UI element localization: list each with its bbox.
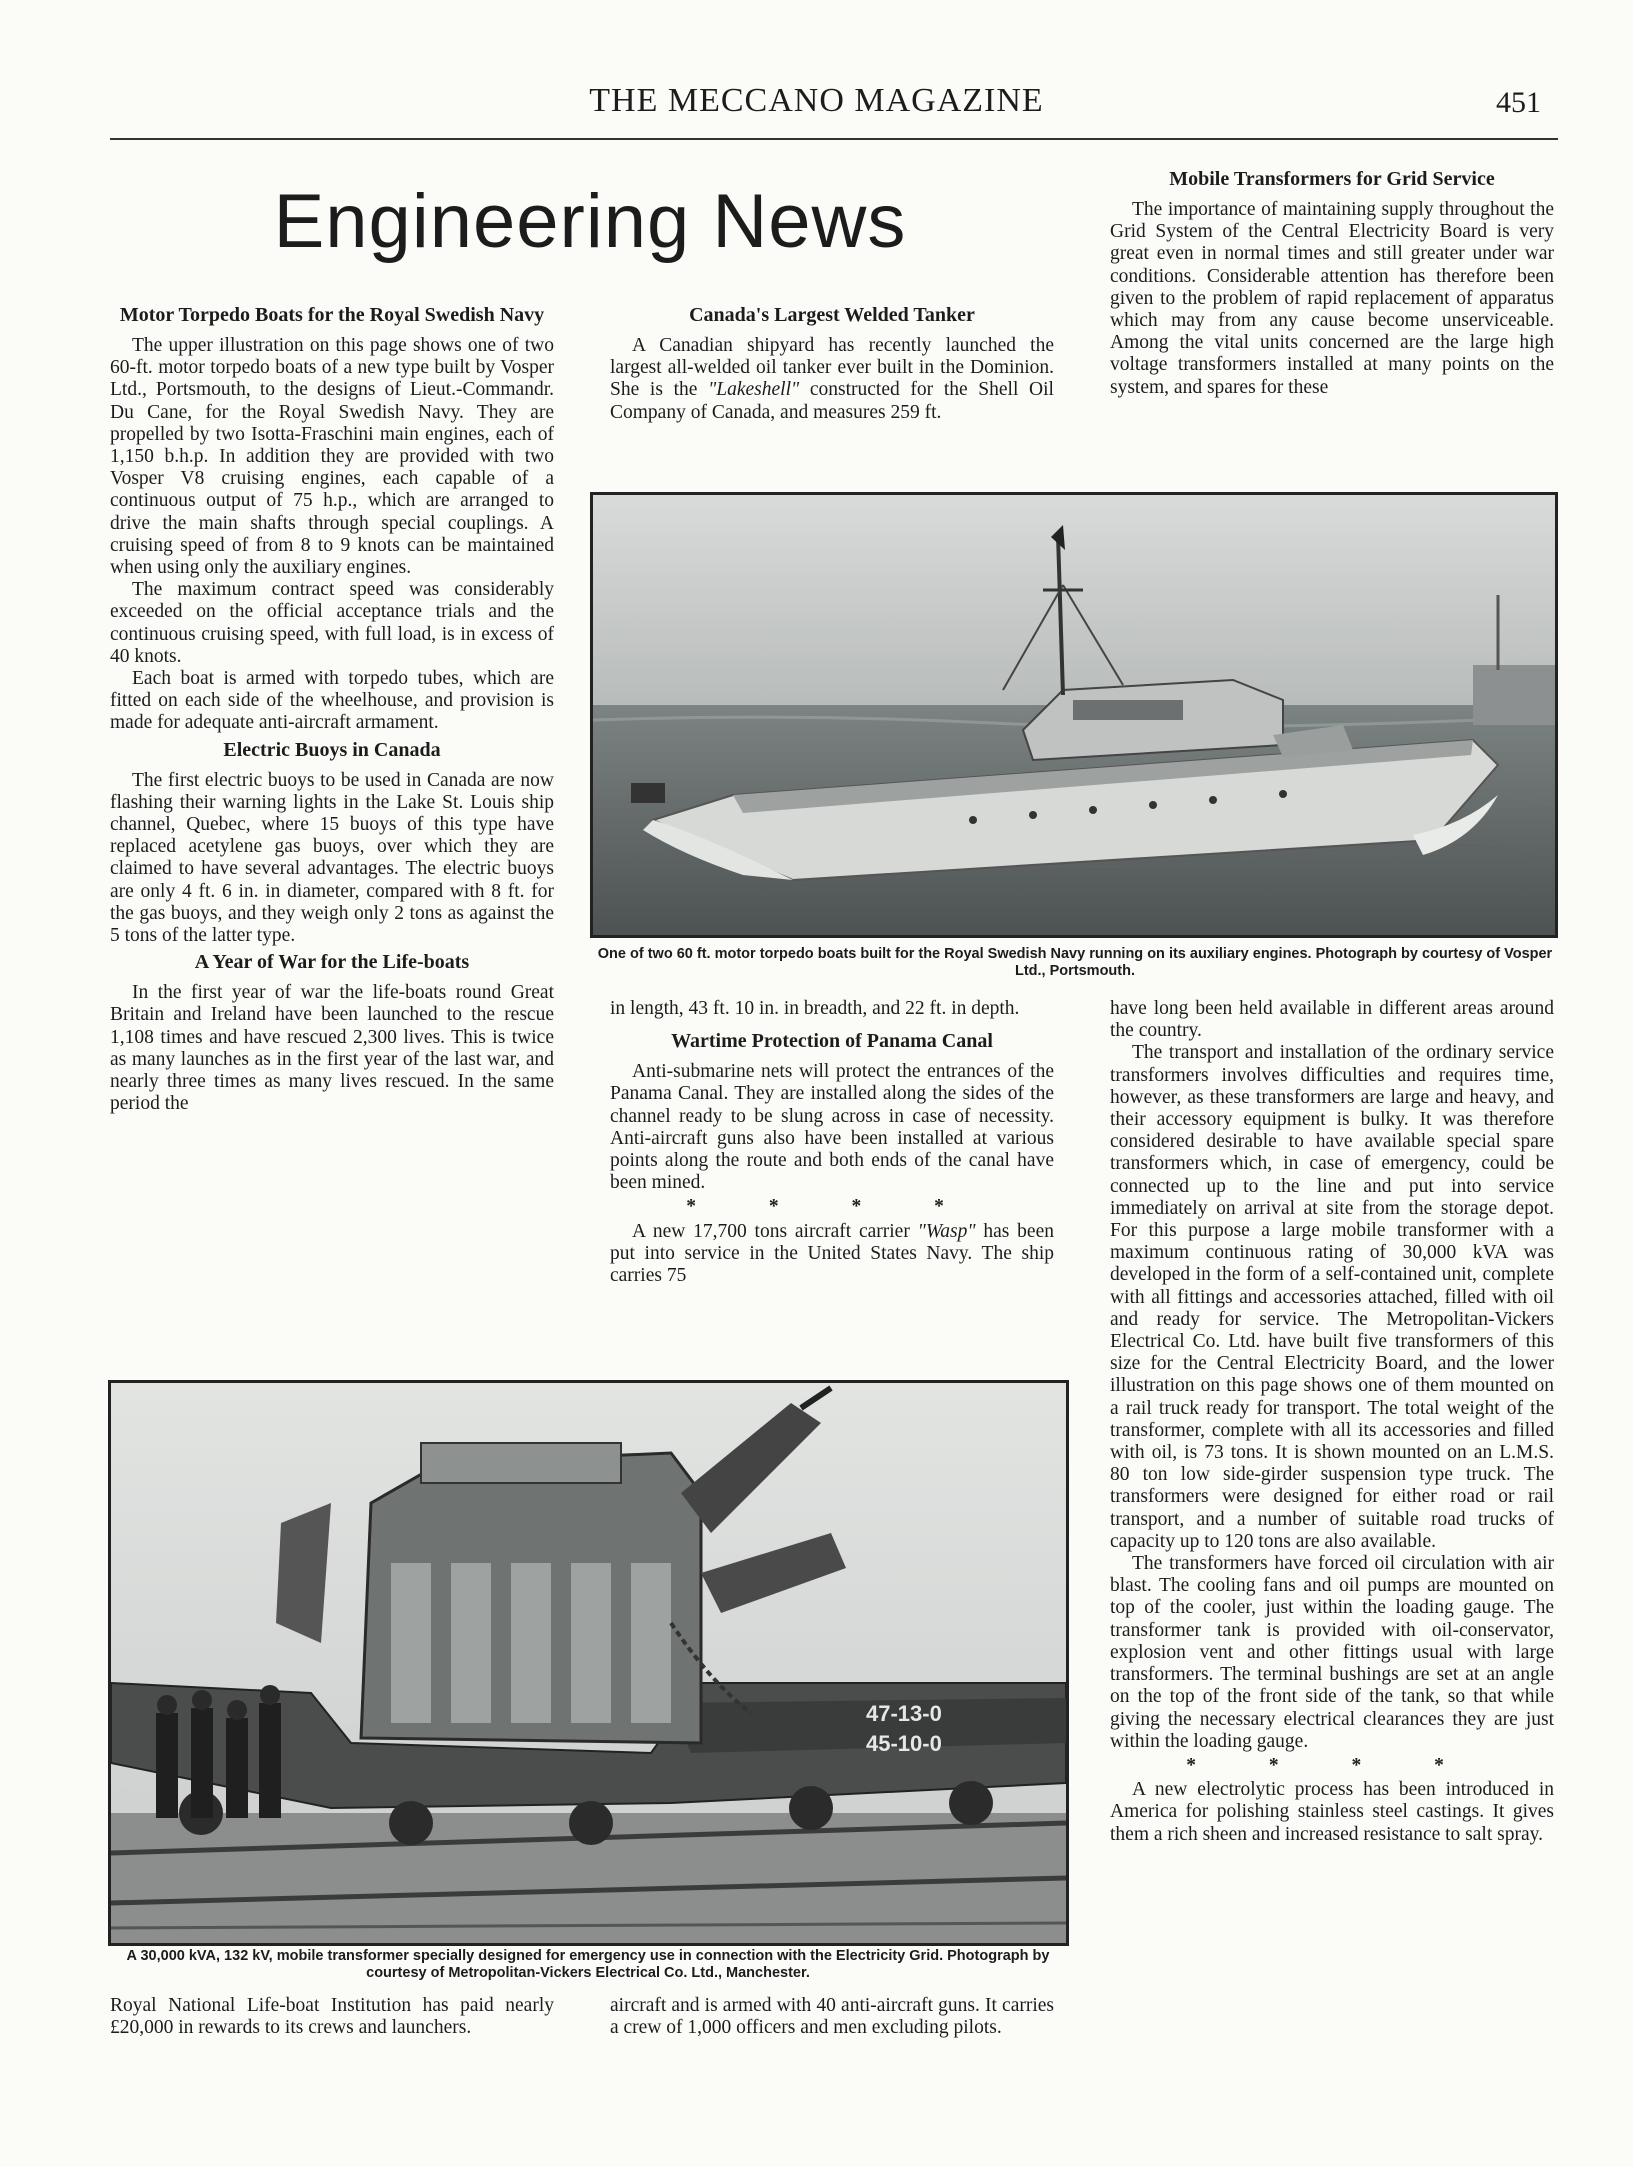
heading-panama-canal: Wartime Protection of Panama Canal [671, 1030, 993, 1053]
boat-photo-caption: One of two 60 ft. motor torpedo boats built for the Royal Swedish Navy running on its auxiliary engines. Photograph by courtesy of Vosper Ltd., Portsmouth. [597, 946, 1553, 979]
truck-marking-2: 45-10-0 [866, 1731, 942, 1756]
paragraph: Each boat is armed with torpedo tubes, which are fitted on each side of the wheelhouse, and provision is made for adequate anti-aircraft armament. [110, 668, 554, 734]
paragraph: aircraft and is armed with 40 anti-aircraft guns. It carries a crew of 1,000 officers and men excluding pilots. [610, 1995, 1054, 2039]
paragraph: In the first year of war the life-boats round Great Britain and Ireland have been launched to the rescue 1,108 times and have rescued 2,300 lives. This is twice as many launches as in the first year of the last war, and nearly three times as many lives rescued. In the same period the [110, 982, 554, 1115]
paragraph: A new electrolytic process has been introduced in America for polishing stainless steel castings. It gives them a rich sheen and increased resistance to salt spray. [1110, 1779, 1554, 1845]
heading-electric-buoys: Electric Buoys in Canada [223, 738, 441, 761]
heading-torpedo-boats: Motor Torpedo Boats for the Royal Swedish Navy [119, 304, 545, 326]
paragraph: have long been held available in different areas around the country. [1110, 998, 1554, 1042]
paragraph: Anti-submarine nets will protect the entrances of the Panama Canal. They are installed along the sides of the channel ready to be slung across in case of necessity. Anti-aircraft guns also have been installed at various points along the route and both ends of the canal have been mined. [610, 1061, 1054, 1194]
paragraph: The importance of maintaining supply throughout the Grid System of the Central Electricity Board is very great even in normal times and still greater under war conditions. Considerable attention has therefore been given to the problem of rapid replacement of apparatus which may from any cause become unserviceable. Among the vital units concerned are the large high voltage transformers installed at many points on the system, and spares for these [1110, 199, 1554, 398]
column-1-bottom [110, 1995, 554, 2039]
transformer-illustration [111, 1383, 1066, 1943]
torpedo-boat-illustration [593, 495, 1555, 935]
column-2 [610, 300, 1054, 424]
section-title: Engineering News [273, 179, 907, 264]
section-separator: * * * * [686, 1196, 978, 1218]
paragraph: The maximum contract speed was considerably exceeded on the official acceptance trials and the continuous cruising speed, with full load, is in excess of 40 knots. [110, 579, 554, 667]
transformer-photo-caption: A 30,000 kVA, 132 kV, mobile transformer specially designed for emergency use in connection with the Electricity Grid. Photograph by courtesy of Metropolitan-Vickers Electrical Co. Ltd., Manchester. [126, 1948, 1050, 1981]
column-3-lower [1110, 998, 1554, 1846]
paragraph: in length, 43 ft. 10 in. in breadth, and 22 ft. in depth. [610, 998, 1020, 1019]
magazine-title: THE MECCANO MAGAZINE [589, 82, 1044, 119]
paragraph: The first electric buoys to be used in Canada are now flashing their warning lights in the Lake St. Louis ship channel, Quebec, where 15 buoys of this type have replaced acetylene gas buoys, over which they are claimed to have several advantages. The electric buoys are only 4 ft. 6 in. in diameter, compared with 8 ft. for the gas buoys, and they weigh only 2 tons as against the 5 tons of the latter type. [110, 769, 554, 947]
column-1 [110, 300, 554, 1116]
heading-welded-tanker: Canada's Largest Welded Tanker [689, 304, 975, 326]
torpedo-boat-photo [590, 492, 1558, 938]
column-2-bottom [610, 1995, 1054, 2039]
column-3 [1110, 164, 1554, 399]
paragraph: The transformers have forced oil circulation with air blast. The cooling fans and oil pumps are mounted on top of the cooler, just within the loading gauge. The transformer tank is provided with oil-conservator, explosion vent and other fittings usual with large transformers. The terminal bushings are set at an angle on the top of the front side of the tank, so that while giving the necessary electrical clearances they are just within the loading gauge. [1110, 1553, 1554, 1752]
heading-mobile-transformers: Mobile Transformers for Grid Service [1169, 168, 1495, 190]
paragraph: The transport and installation of the ordinary service transformers involves difficulties and requires time, however, as these transformers are large and heavy, and their accessory equipment is bulky. It was therefore considered desirable to have available special spare transformers which, in case of emergency, could be connected up to the line and put into service immediately on arrival at site from the storage depot. For this purpose a large mobile transformer with a maximum continuous rating of 30,000 kVA was developed in the form of a self-contained unit, complete with all fittings and accessories attached, filled with oil and ready for service. The Metropolitan-Vickers Electrical Co. Ltd. have built five transformers of this size for the Central Electricity Board, and the lower illustration on this page shows one of them mounted on a rail truck ready for transport. The total weight of the transformer, complete with all its accessories and filled with oil, is 73 tons. It is shown mounted on an L.M.S. 80 ton low side-girder suspension type truck. The transformers were designed for either road or rail transport, and a number of suitable road trucks of capacity up to 120 tons are also available. [1110, 1042, 1554, 1552]
ship-name: "Wasp" [917, 1220, 976, 1242]
page-number: 451 [1496, 86, 1541, 119]
section-separator: * * * * [1186, 1754, 1478, 1776]
paragraph: A Canadian shipyard has recently launched the largest all-welded oil tanker ever built in the Dominion. She is the "Lakeshell" constructed for the Shell Oil Company of Canada, and measures 259 ft. [610, 335, 1054, 423]
heading-lifeboats: A Year of War for the Life-boats [194, 951, 470, 974]
truck-marking-1: 47-13-0 [866, 1701, 942, 1726]
column-2-lower [610, 998, 1054, 1287]
paragraph: Royal National Life-boat Institution has paid nearly £20,000 in rewards to its crews and launchers. [110, 1995, 554, 2039]
paragraph: A new 17,700 tons aircraft carrier "Wasp" has been put into service in the United States Navy. The ship carries 75 [610, 1220, 1054, 1287]
transformer-photo [108, 1380, 1069, 1946]
header-rule [110, 138, 1558, 140]
ship-name: "Lakeshell" [708, 379, 800, 401]
paragraph: The upper illustration on this page shows one of two 60-ft. motor torpedo boats of a new type built by Vosper Ltd., Portsmouth, to the designs of Lieut.-Commandr. Du Cane, for the Royal Swedish Navy. They are propelled by two Isotta-Fraschini main engines, each of 1,150 b.h.p. In addition they are provided with two Vosper V8 cruising engines, each capable of a continuous output of 75 h.p., which are arranged to drive the main shafts through special couplings. A cruising speed of from 8 to 9 knots can be maintained when using only the auxiliary engines. [110, 335, 554, 579]
